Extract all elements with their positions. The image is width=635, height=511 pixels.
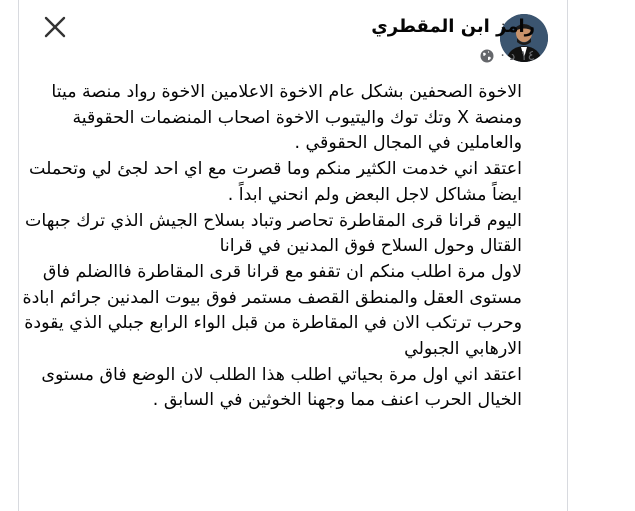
globe-icon: [480, 49, 494, 63]
post-line: اعتقد اني اول مرة بحياتي اطلب هذا الطلب لان الوضع فاق مستوى: [41, 364, 522, 385]
post-line: ومنصة X وتك توك واليتيوب الاخوة اصحاب المنضمات الحقوقية: [72, 107, 522, 128]
post-time[interactable]: ١٤ د ·: [500, 48, 535, 64]
post-body: [22, 80, 522, 414]
post-line: مستوى العقل والمنطق القصف مستمر فوق بيوت المدنين جرائم ابادة: [22, 287, 522, 308]
post-line: الخيال الحرب اعنف مما وجهنا الخوثين في السابق .: [152, 390, 522, 411]
post-line: اليوم قرانا قرى المقاطرة تحاصر وتباد بسلاح الجيش الذي ترك جبهات: [25, 210, 522, 231]
post-line: ايضاً مشاكل لاجل البعض ولم انحني ابداً .: [227, 184, 522, 205]
post-line: القتال وحول السلاح فوق المدنين في قرانا: [219, 236, 522, 257]
post-line: الاخوة الصحفين بشكل عام الاخوة الاعلامين الاخوة رواد منصة ميتا: [51, 82, 522, 102]
close-icon[interactable]: [42, 14, 68, 40]
author-name[interactable]: رامز ابن المقطري: [371, 16, 535, 37]
post-line: الارهابي الجبولي: [404, 339, 522, 360]
post-line: والعاملين في المجال الحقوقي .: [294, 133, 522, 154]
post-line: لاول مرة اطلب منكم ان تقفو مع قرانا قرى المقاطرة فاالضلم فاق: [42, 261, 522, 282]
post-line: اعتقد اني خدمت الكثير منكم وما قصرت مع اي احد لجئ لي وتحملت: [29, 159, 522, 180]
post-line: وحرب ترتكب الان في المقاطرة من قبل الواء الرابع جبلي الذي يقودة: [24, 313, 522, 334]
post-meta: [480, 48, 535, 64]
